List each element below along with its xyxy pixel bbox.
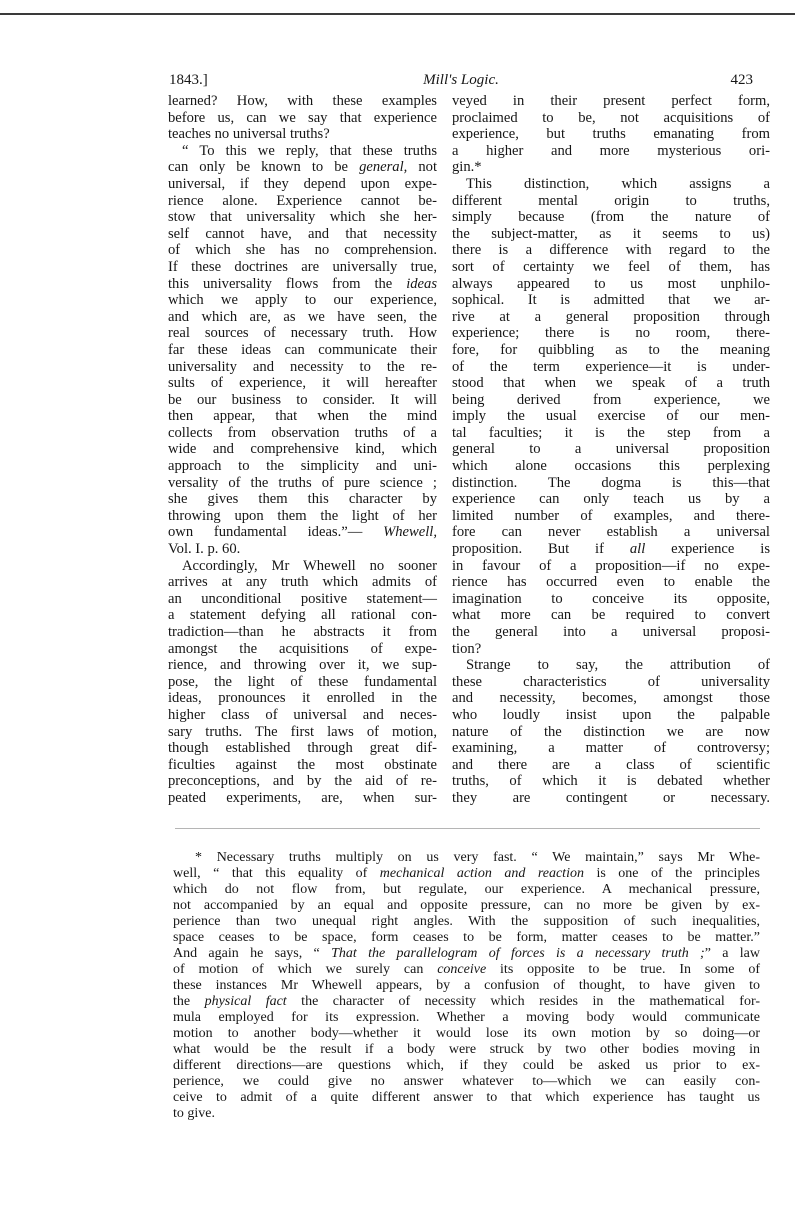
text-line: different directions—are questions which, if they could be asked us prior to ex- — [173, 1058, 760, 1073]
left-text-column — [168, 93, 437, 807]
text-line: sort of certainty we feel of them, has — [452, 258, 770, 275]
right-text-column — [452, 93, 770, 807]
text-line: experience can only teach us by a — [452, 491, 770, 508]
italic-text: ideas — [406, 275, 437, 292]
text-line — [173, 946, 760, 962]
text-line: wide and comprehensive kind, which — [168, 441, 437, 458]
text-line: of which she has no comprehension. — [168, 242, 437, 259]
text-segment: the character of necessity which resides in the mathematical for- — [286, 994, 760, 1009]
text-segment: experience is — [645, 541, 771, 558]
text-line: before us, can we say that experience — [168, 109, 437, 126]
text-line: not accompanied by an equal and opposite pressure, can no more be given by ex- — [173, 898, 760, 913]
text-line: tion? — [452, 640, 482, 657]
text-line: Strange to say, the attribution of — [466, 657, 770, 674]
text-segment: own fundamental ideas.”— — [168, 524, 384, 541]
text-segment: its opposite to be true. In some of — [486, 962, 760, 977]
text-line: peated experiments, are, when sur- — [168, 789, 437, 806]
footnote — [173, 850, 760, 1122]
top-scan-rule — [0, 13, 795, 15]
text-line: If these doctrines are universally true, — [168, 258, 437, 275]
footnote-separator — [175, 828, 760, 829]
text-line: ideas, pronounces it enrolled in the — [168, 690, 437, 707]
text-line: imply the usual exercise of our men- — [452, 408, 770, 425]
text-line — [168, 524, 437, 541]
text-line — [173, 994, 760, 1010]
text-segment: And again he says, “ — [173, 946, 332, 961]
text-line: sults of experience, it will hereafter — [168, 375, 437, 392]
text-segment: the — [173, 994, 205, 1009]
text-line: teaches no universal truths? — [168, 126, 330, 143]
text-line: what more can be required to convert — [452, 607, 770, 624]
text-line: far these ideas can communicate their — [168, 341, 437, 358]
text-line: rience alone. Experience cannot be- — [168, 192, 437, 209]
text-line: universality and necessity to the re- — [168, 358, 437, 375]
text-line: ceive to admit of a quite different answer to that which experience has taught us — [173, 1090, 760, 1105]
text-line: perience, we could give no answer whatever to—which we can easily con- — [173, 1074, 760, 1089]
text-line — [173, 866, 760, 882]
text-line: an unconditional positive statement— — [168, 590, 437, 607]
text-line: what would be the result if a body were struck by two other bodies moving in — [173, 1042, 760, 1057]
text-line: imagination to conceive its opposite, — [452, 590, 770, 607]
text-line: and which are, as we have seen, the — [168, 308, 437, 325]
text-line: truths, of which it is debated whether — [452, 773, 770, 790]
text-line: learned? How, with these examples — [168, 93, 437, 109]
text-segment: proposition. But if — [452, 541, 630, 558]
italic-text: physical fact — [204, 994, 287, 1009]
text-line: the general into a universal proposi- — [452, 624, 770, 640]
italic-text: general, — [359, 159, 408, 176]
text-line: which alone occasions this perplexing — [452, 458, 770, 475]
text-line: amongst the acquisitions of expe- — [168, 640, 437, 657]
text-line: mula employed for its expression. Whether a moving body would communicate — [173, 1010, 760, 1025]
text-segment: this universality flows from the — [168, 275, 407, 292]
header-year: 1843.] — [169, 72, 208, 88]
text-line: Vol. I. p. 60. — [168, 541, 241, 558]
text-line: collects from observation truths of a — [168, 424, 437, 441]
text-line: to give. — [173, 1106, 215, 1121]
header-title: Mill's Logic. — [423, 72, 499, 88]
text-line: rience, and throwing over it, we sup- — [168, 657, 437, 674]
text-line: general to a universal proposition — [452, 441, 770, 458]
text-line: experience, but truths emanating from — [452, 126, 770, 143]
text-line: who loudly insist upon the palpable — [452, 706, 770, 723]
text-line: which we apply to our experience, — [168, 292, 437, 309]
text-line: nature of the distinction we are now — [452, 723, 770, 740]
text-line: be our business to consider. It will — [168, 391, 437, 408]
text-line: veyed in their present perfect form, — [452, 93, 770, 109]
text-line: being derived from experience, we — [452, 391, 770, 408]
text-line: then appear, that when the mind — [168, 408, 437, 425]
text-line: This distinction, which assigns a — [466, 175, 770, 192]
text-line: preconceptions, and by the aid of re- — [168, 773, 437, 790]
text-line: proclaimed to be, not acquisitions of — [452, 109, 770, 126]
text-line: distinction. The dogma is this—that — [452, 474, 770, 491]
text-line: tal faculties; it is the step from a — [452, 424, 770, 441]
text-line: of the term experience—it is under- — [452, 358, 770, 375]
text-line: tradiction—than he abstracts it from — [168, 624, 437, 640]
text-line: ficulties against the most obstinate — [168, 756, 437, 773]
text-line: they are contingent or necessary. — [452, 789, 770, 806]
text-line: experience; there is no room, there- — [452, 325, 770, 342]
text-line: self cannot have, and that necessity — [168, 225, 437, 242]
text-segment: is one of the principles — [583, 866, 760, 881]
text-line: * Necessary truths multiply on us very fast. “ We maintain,” says Mr Whe- — [195, 850, 760, 865]
text-line: versality of the truths of pure science ; — [168, 474, 437, 491]
italic-text: all — [629, 541, 646, 558]
text-line: real sources of necessary truth. How — [168, 325, 437, 342]
text-line — [452, 541, 770, 558]
text-line: limited number of examples, and there- — [452, 507, 770, 524]
text-line: fore, for quibbling as to the meaning — [452, 341, 770, 358]
text-line — [173, 962, 760, 978]
text-line: Accordingly, Mr Whewell no sooner — [182, 557, 437, 574]
text-segment: not — [407, 159, 438, 176]
text-line: arrives at any truth which admits of — [168, 574, 437, 591]
text-segment: of motion of which we surely can — [173, 962, 438, 977]
text-line: the subject-matter, as it seems to us) — [452, 225, 770, 242]
text-line: these characteristics of universality — [452, 673, 770, 690]
text-line: gin.* — [452, 159, 482, 176]
text-line: sary truths. The first laws of motion, — [168, 723, 437, 740]
text-line — [168, 276, 437, 293]
text-line: sophical. It is admitted that we ar- — [452, 292, 770, 309]
text-line: which do not flow from, but regulate, our experience. A mechanical pressure, — [173, 882, 760, 897]
text-line — [168, 159, 437, 176]
text-line: though established through great dif- — [168, 740, 437, 757]
text-line: stood that when we speak of a truth — [452, 375, 770, 392]
text-line: pose, the light of these fundamental — [168, 673, 437, 690]
text-line: perience than two unequal right angles. With the supposition of such inequalities, — [173, 914, 760, 929]
text-line: higher class of universal and neces- — [168, 706, 437, 723]
italic-text: mechanical action and reaction — [379, 866, 584, 881]
text-line: there is a difference with regard to the — [452, 242, 770, 259]
text-line: rive at a general proposition through — [452, 308, 770, 325]
text-line: approach to the simplicity and uni- — [168, 458, 437, 475]
text-line: a higher and more mysterious ori- — [452, 142, 770, 159]
text-line: a statement defying all rational con- — [168, 607, 437, 624]
text-line: she gives them this character by — [168, 491, 437, 508]
text-line: these instances Mr Whewell appears, by a confusion of thought, to have given to — [173, 978, 760, 993]
text-segment: can only be known to be — [168, 159, 360, 176]
text-line: and necessity, becomes, amongst those — [452, 690, 770, 707]
text-line: stow that universality which she her- — [168, 209, 437, 226]
italic-text: That the parallelogram of forces is a necessary truth ; — [331, 946, 705, 961]
text-line: in favour of a proposition—if no expe- — [452, 557, 770, 574]
italic-text: conceive — [437, 962, 487, 977]
text-line: fore can never establish a universal — [452, 524, 770, 541]
italic-text: Whewell, — [383, 524, 437, 541]
text-line: examining, a matter of controversy; — [452, 740, 770, 757]
text-line: throwing upon them the light of her — [168, 507, 437, 524]
text-line: space ceases to be space, form ceases to be form, matter ceases to be matter.” — [173, 930, 760, 945]
text-line: motion to another body—whether it would lose its own motion by so doing—or — [173, 1026, 760, 1041]
text-line: always appeared to us most unphilo- — [452, 275, 770, 292]
text-segment: well, “ that this equality of — [173, 866, 380, 881]
text-line: different mental origin to truths, — [452, 192, 770, 209]
text-line: simply because (from the nature of — [452, 209, 770, 226]
text-line: and there are a class of scientific — [452, 756, 770, 773]
text-segment: ” a law — [704, 946, 760, 961]
page-number: 423 — [730, 72, 753, 88]
running-header — [169, 72, 753, 92]
text-line: “ To this we reply, that these truths — [182, 142, 437, 159]
text-line: rience has occurred even to enable the — [452, 574, 770, 591]
text-line: universal, if they depend upon expe- — [168, 175, 437, 192]
